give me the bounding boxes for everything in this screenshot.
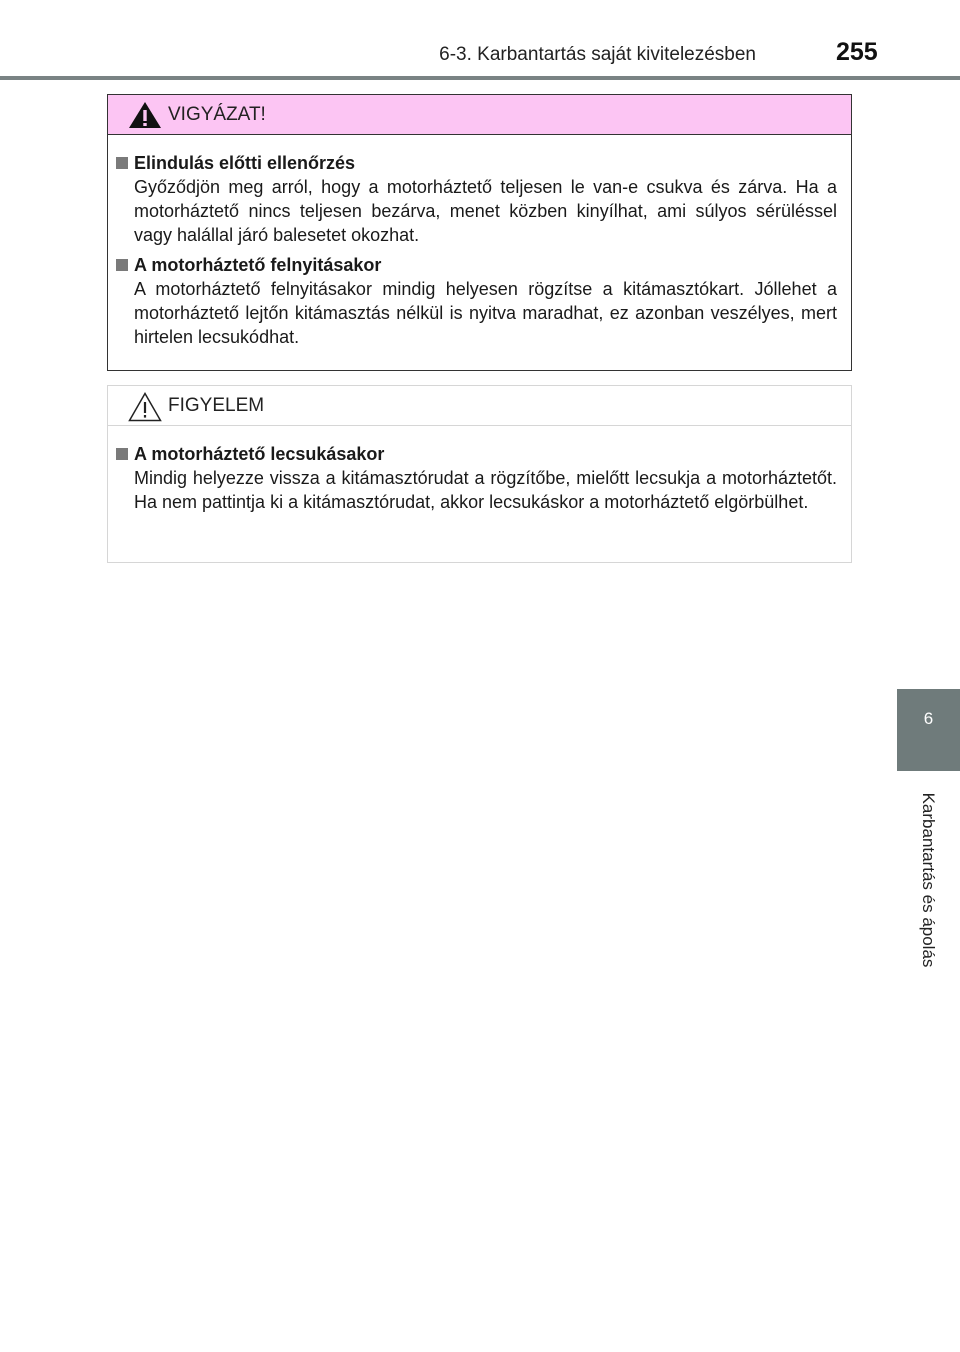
notice-item-text: Mindig helyezze vissza a kitámasztórudat a rögzítőbe, mielőtt lecsukja a motorháztetőt. Ha nem pattintja ki a kitámasztórudat, akkor lecsukáskor a motorháztető elgörbülhet.	[134, 468, 837, 512]
warning-item-text: A motorháztető felnyitásakor mindig helyesen rögzítse a kitámasztókart. Jóllehet a motorháztető lejtőn kitámasztás nélkül is nyitva maradhat, ez azonban veszélyes, mert hirtelen lecsukódhat.	[134, 279, 837, 347]
bullet-square-icon	[116, 259, 128, 271]
bullet-square-icon	[116, 448, 128, 460]
warning-box	[107, 94, 852, 371]
notice-item-heading-text: A motorháztető lecsukásakor	[134, 444, 385, 464]
warning-title: VIGYÁZAT!	[168, 104, 266, 125]
chapter-tab	[897, 689, 960, 771]
bullet-square-icon	[116, 157, 128, 169]
notice-title: FIGYELEM	[168, 395, 265, 416]
warning-item-text: Győződjön meg arról, hogy a motorháztető teljesen le van-e csukva és zárva. Ha a motorháztető nincs teljesen bezárva, menet közben kinyílhat, ami súlyos sérüléssel vagy halállal járó balesetet okozhat.	[134, 177, 837, 245]
notice-box	[107, 385, 852, 563]
chapter-label: Karbantartás és ápolás	[919, 792, 938, 968]
chapter-number: 6	[923, 709, 934, 728]
notice-box-header	[108, 386, 851, 426]
notice-box-body	[108, 426, 851, 514]
warning-item-heading	[116, 151, 837, 175]
warning-triangle-icon	[128, 101, 162, 129]
caution-triangle-outline-icon	[128, 392, 162, 422]
header-rule	[0, 76, 960, 80]
warning-box-header	[108, 95, 851, 135]
warning-box-body	[108, 135, 851, 349]
page-number: 255	[836, 38, 878, 66]
warning-item-heading-text: A motorháztető felnyitásakor	[134, 255, 382, 275]
warning-item-heading-text: Elindulás előtti ellenőrzés	[134, 153, 356, 173]
section-title: 6-3. Karbantartás saját kivitelezésben	[439, 44, 756, 65]
notice-item-heading	[116, 442, 837, 466]
warning-item-heading	[116, 253, 837, 277]
